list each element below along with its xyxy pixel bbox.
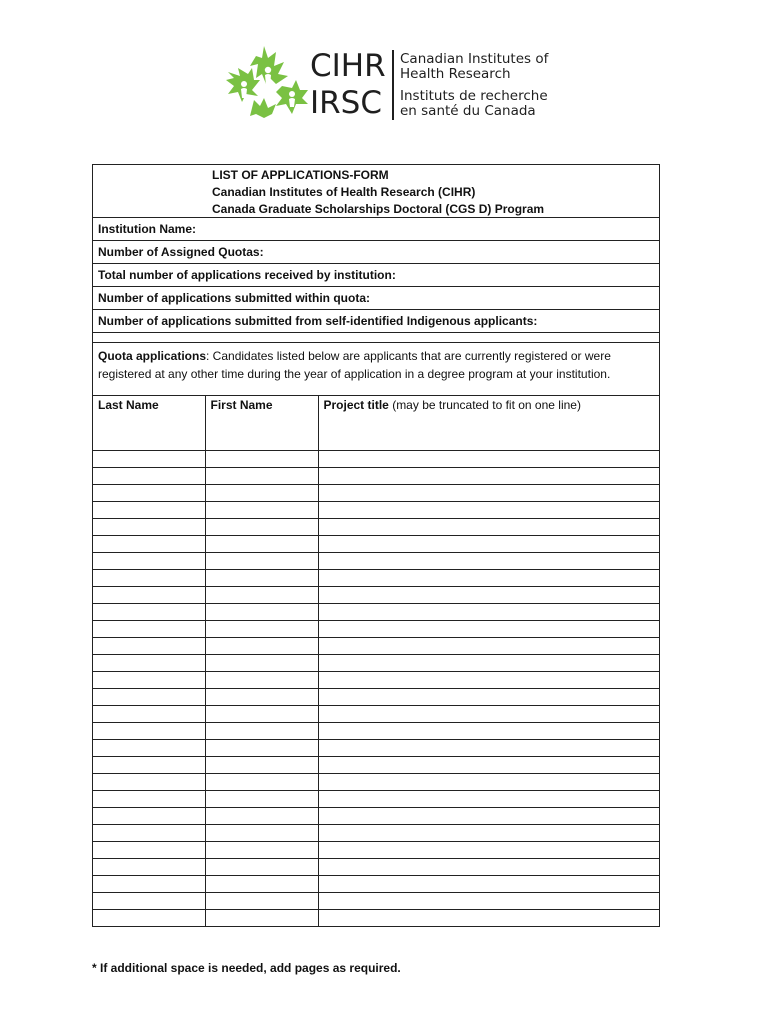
table-row	[93, 552, 659, 569]
last-name-cell[interactable]	[93, 875, 205, 892]
first-name-cell[interactable]	[205, 501, 318, 518]
project-title-cell[interactable]	[318, 518, 659, 535]
last-name-cell[interactable]	[93, 841, 205, 858]
footnote: * If additional space is needed, add pages as required.	[92, 961, 401, 975]
table-row	[93, 518, 659, 535]
table-row	[93, 450, 659, 467]
last-name-cell[interactable]	[93, 790, 205, 807]
assigned-quotas-field[interactable]: Number of Assigned Quotas:	[93, 241, 659, 264]
table-row	[93, 569, 659, 586]
first-name-cell[interactable]	[205, 654, 318, 671]
project-title-cell[interactable]	[318, 637, 659, 654]
table-row	[93, 603, 659, 620]
logo-acronym-fr: IRSC	[310, 85, 383, 121]
last-name-cell[interactable]	[93, 552, 205, 569]
last-name-cell[interactable]	[93, 467, 205, 484]
first-name-cell[interactable]	[205, 586, 318, 603]
first-name-cell[interactable]	[205, 671, 318, 688]
last-name-cell[interactable]	[93, 501, 205, 518]
table-row	[93, 773, 659, 790]
project-title-cell[interactable]	[318, 501, 659, 518]
table-row	[93, 467, 659, 484]
form-agency: Canadian Institutes of Health Research (CIHR)	[212, 185, 476, 199]
last-name-header: Last Name	[93, 396, 205, 450]
last-name-cell[interactable]	[93, 773, 205, 790]
table-row	[93, 620, 659, 637]
table-row	[93, 739, 659, 756]
first-name-cell[interactable]	[205, 807, 318, 824]
first-name-cell[interactable]	[205, 841, 318, 858]
first-name-cell[interactable]	[205, 552, 318, 569]
form-header	[93, 165, 659, 218]
first-name-cell[interactable]	[205, 450, 318, 467]
applications-form	[92, 164, 660, 927]
table-row	[93, 722, 659, 739]
quota-text: : Candidates listed below are applicants that are currently registered or were registered at any other time during the year of application in a degree program at your institution.	[98, 349, 611, 381]
logo-name-en-line2: Health Research	[400, 66, 511, 82]
first-name-cell[interactable]	[205, 467, 318, 484]
first-name-cell[interactable]	[205, 620, 318, 637]
last-name-cell[interactable]	[93, 603, 205, 620]
first-name-cell[interactable]	[205, 790, 318, 807]
table-row	[93, 892, 659, 909]
form-title: LIST OF APPLICATIONS-FORM	[212, 168, 389, 182]
last-name-cell[interactable]	[93, 807, 205, 824]
project-title-cell[interactable]	[318, 909, 659, 926]
first-name-cell[interactable]	[205, 858, 318, 875]
first-name-header: First Name	[205, 396, 318, 450]
project-title-cell[interactable]	[318, 705, 659, 722]
last-name-cell[interactable]	[93, 739, 205, 756]
first-name-cell[interactable]	[205, 705, 318, 722]
last-name-cell[interactable]	[93, 722, 205, 739]
last-name-cell[interactable]	[93, 671, 205, 688]
table-row	[93, 858, 659, 875]
project-title-cell[interactable]	[318, 841, 659, 858]
last-name-cell[interactable]	[93, 586, 205, 603]
cihr-irsc-logo	[224, 44, 554, 122]
first-name-cell[interactable]	[205, 773, 318, 790]
first-name-cell[interactable]	[205, 637, 318, 654]
logo-name-fr-line1: Instituts de recherche	[400, 88, 548, 104]
table-row	[93, 909, 659, 926]
last-name-cell[interactable]	[93, 569, 205, 586]
table-row	[93, 790, 659, 807]
table-row	[93, 637, 659, 654]
first-name-cell[interactable]	[205, 909, 318, 926]
project-title-cell[interactable]	[318, 858, 659, 875]
table-row	[93, 654, 659, 671]
table-row	[93, 841, 659, 858]
last-name-cell[interactable]	[93, 637, 205, 654]
institution-name-field[interactable]: Institution Name:	[93, 218, 659, 241]
last-name-cell[interactable]	[93, 824, 205, 841]
project-title-cell[interactable]	[318, 654, 659, 671]
table-row	[93, 756, 659, 773]
logo-name-fr-line2: en santé du Canada	[400, 103, 536, 119]
project-title-cell[interactable]	[318, 892, 659, 909]
project-title-cell[interactable]	[318, 535, 659, 552]
table-row	[93, 671, 659, 688]
project-title-cell[interactable]	[318, 773, 659, 790]
table-row	[93, 586, 659, 603]
project-title-cell[interactable]	[318, 722, 659, 739]
indigenous-applicants-field[interactable]: Number of applications submitted from self-identified Indigenous applicants:	[93, 310, 659, 333]
table-row	[93, 501, 659, 518]
form-program: Canada Graduate Scholarships Doctoral (CGS D) Program	[212, 202, 545, 216]
first-name-cell[interactable]	[205, 484, 318, 501]
within-quota-field[interactable]: Number of applications submitted within quota:	[93, 287, 659, 310]
maple-leaf-people-icon	[224, 44, 310, 120]
project-title-cell[interactable]	[318, 603, 659, 620]
last-name-cell[interactable]	[93, 450, 205, 467]
table-row	[93, 535, 659, 552]
last-name-cell[interactable]	[93, 518, 205, 535]
last-name-cell[interactable]	[93, 654, 205, 671]
last-name-cell[interactable]	[93, 909, 205, 926]
logo-acronym-en: CIHR	[310, 48, 386, 84]
last-name-cell[interactable]	[93, 688, 205, 705]
first-name-cell[interactable]	[205, 535, 318, 552]
first-name-cell[interactable]	[205, 756, 318, 773]
last-name-cell[interactable]	[93, 620, 205, 637]
first-name-cell[interactable]	[205, 875, 318, 892]
project-title-cell[interactable]	[318, 688, 659, 705]
project-title-cell[interactable]	[318, 467, 659, 484]
last-name-cell[interactable]	[93, 756, 205, 773]
project-title-cell[interactable]	[318, 824, 659, 841]
quota-description	[93, 343, 659, 396]
project-title-cell[interactable]	[318, 586, 659, 603]
total-applications-field[interactable]: Total number of applications received by institution:	[93, 264, 659, 287]
first-name-cell[interactable]	[205, 603, 318, 620]
table-row	[93, 824, 659, 841]
project-title-cell[interactable]	[318, 484, 659, 501]
table-row	[93, 705, 659, 722]
table-row	[93, 688, 659, 705]
last-name-cell[interactable]	[93, 484, 205, 501]
project-title-cell[interactable]	[318, 671, 659, 688]
last-name-cell[interactable]	[93, 858, 205, 875]
last-name-cell[interactable]	[93, 535, 205, 552]
project-title-cell[interactable]	[318, 756, 659, 773]
project-title-cell[interactable]	[318, 552, 659, 569]
first-name-cell[interactable]	[205, 892, 318, 909]
project-title-cell[interactable]	[318, 620, 659, 637]
table-header-row	[93, 396, 659, 450]
first-name-cell[interactable]	[205, 688, 318, 705]
table-row	[93, 875, 659, 892]
project-title-cell[interactable]	[318, 790, 659, 807]
table-row	[93, 484, 659, 501]
project-title-cell[interactable]	[318, 875, 659, 892]
project-title-header: Project title (may be truncated to fit on one line)	[318, 396, 659, 450]
project-title-cell[interactable]	[318, 807, 659, 824]
first-name-cell[interactable]	[205, 739, 318, 756]
last-name-cell[interactable]	[93, 892, 205, 909]
first-name-cell[interactable]	[205, 518, 318, 535]
project-title-cell[interactable]	[318, 739, 659, 756]
spacer-row	[93, 333, 659, 343]
logo-name-en-line1: Canadian Institutes of	[400, 51, 549, 67]
first-name-cell[interactable]	[205, 569, 318, 586]
applications-table	[93, 396, 659, 926]
last-name-cell[interactable]	[93, 705, 205, 722]
quota-label: Quota applications	[98, 349, 207, 363]
table-row	[93, 807, 659, 824]
first-name-cell[interactable]	[205, 722, 318, 739]
project-title-cell[interactable]	[318, 450, 659, 467]
first-name-cell[interactable]	[205, 824, 318, 841]
project-title-cell[interactable]	[318, 569, 659, 586]
logo-divider	[392, 50, 394, 120]
